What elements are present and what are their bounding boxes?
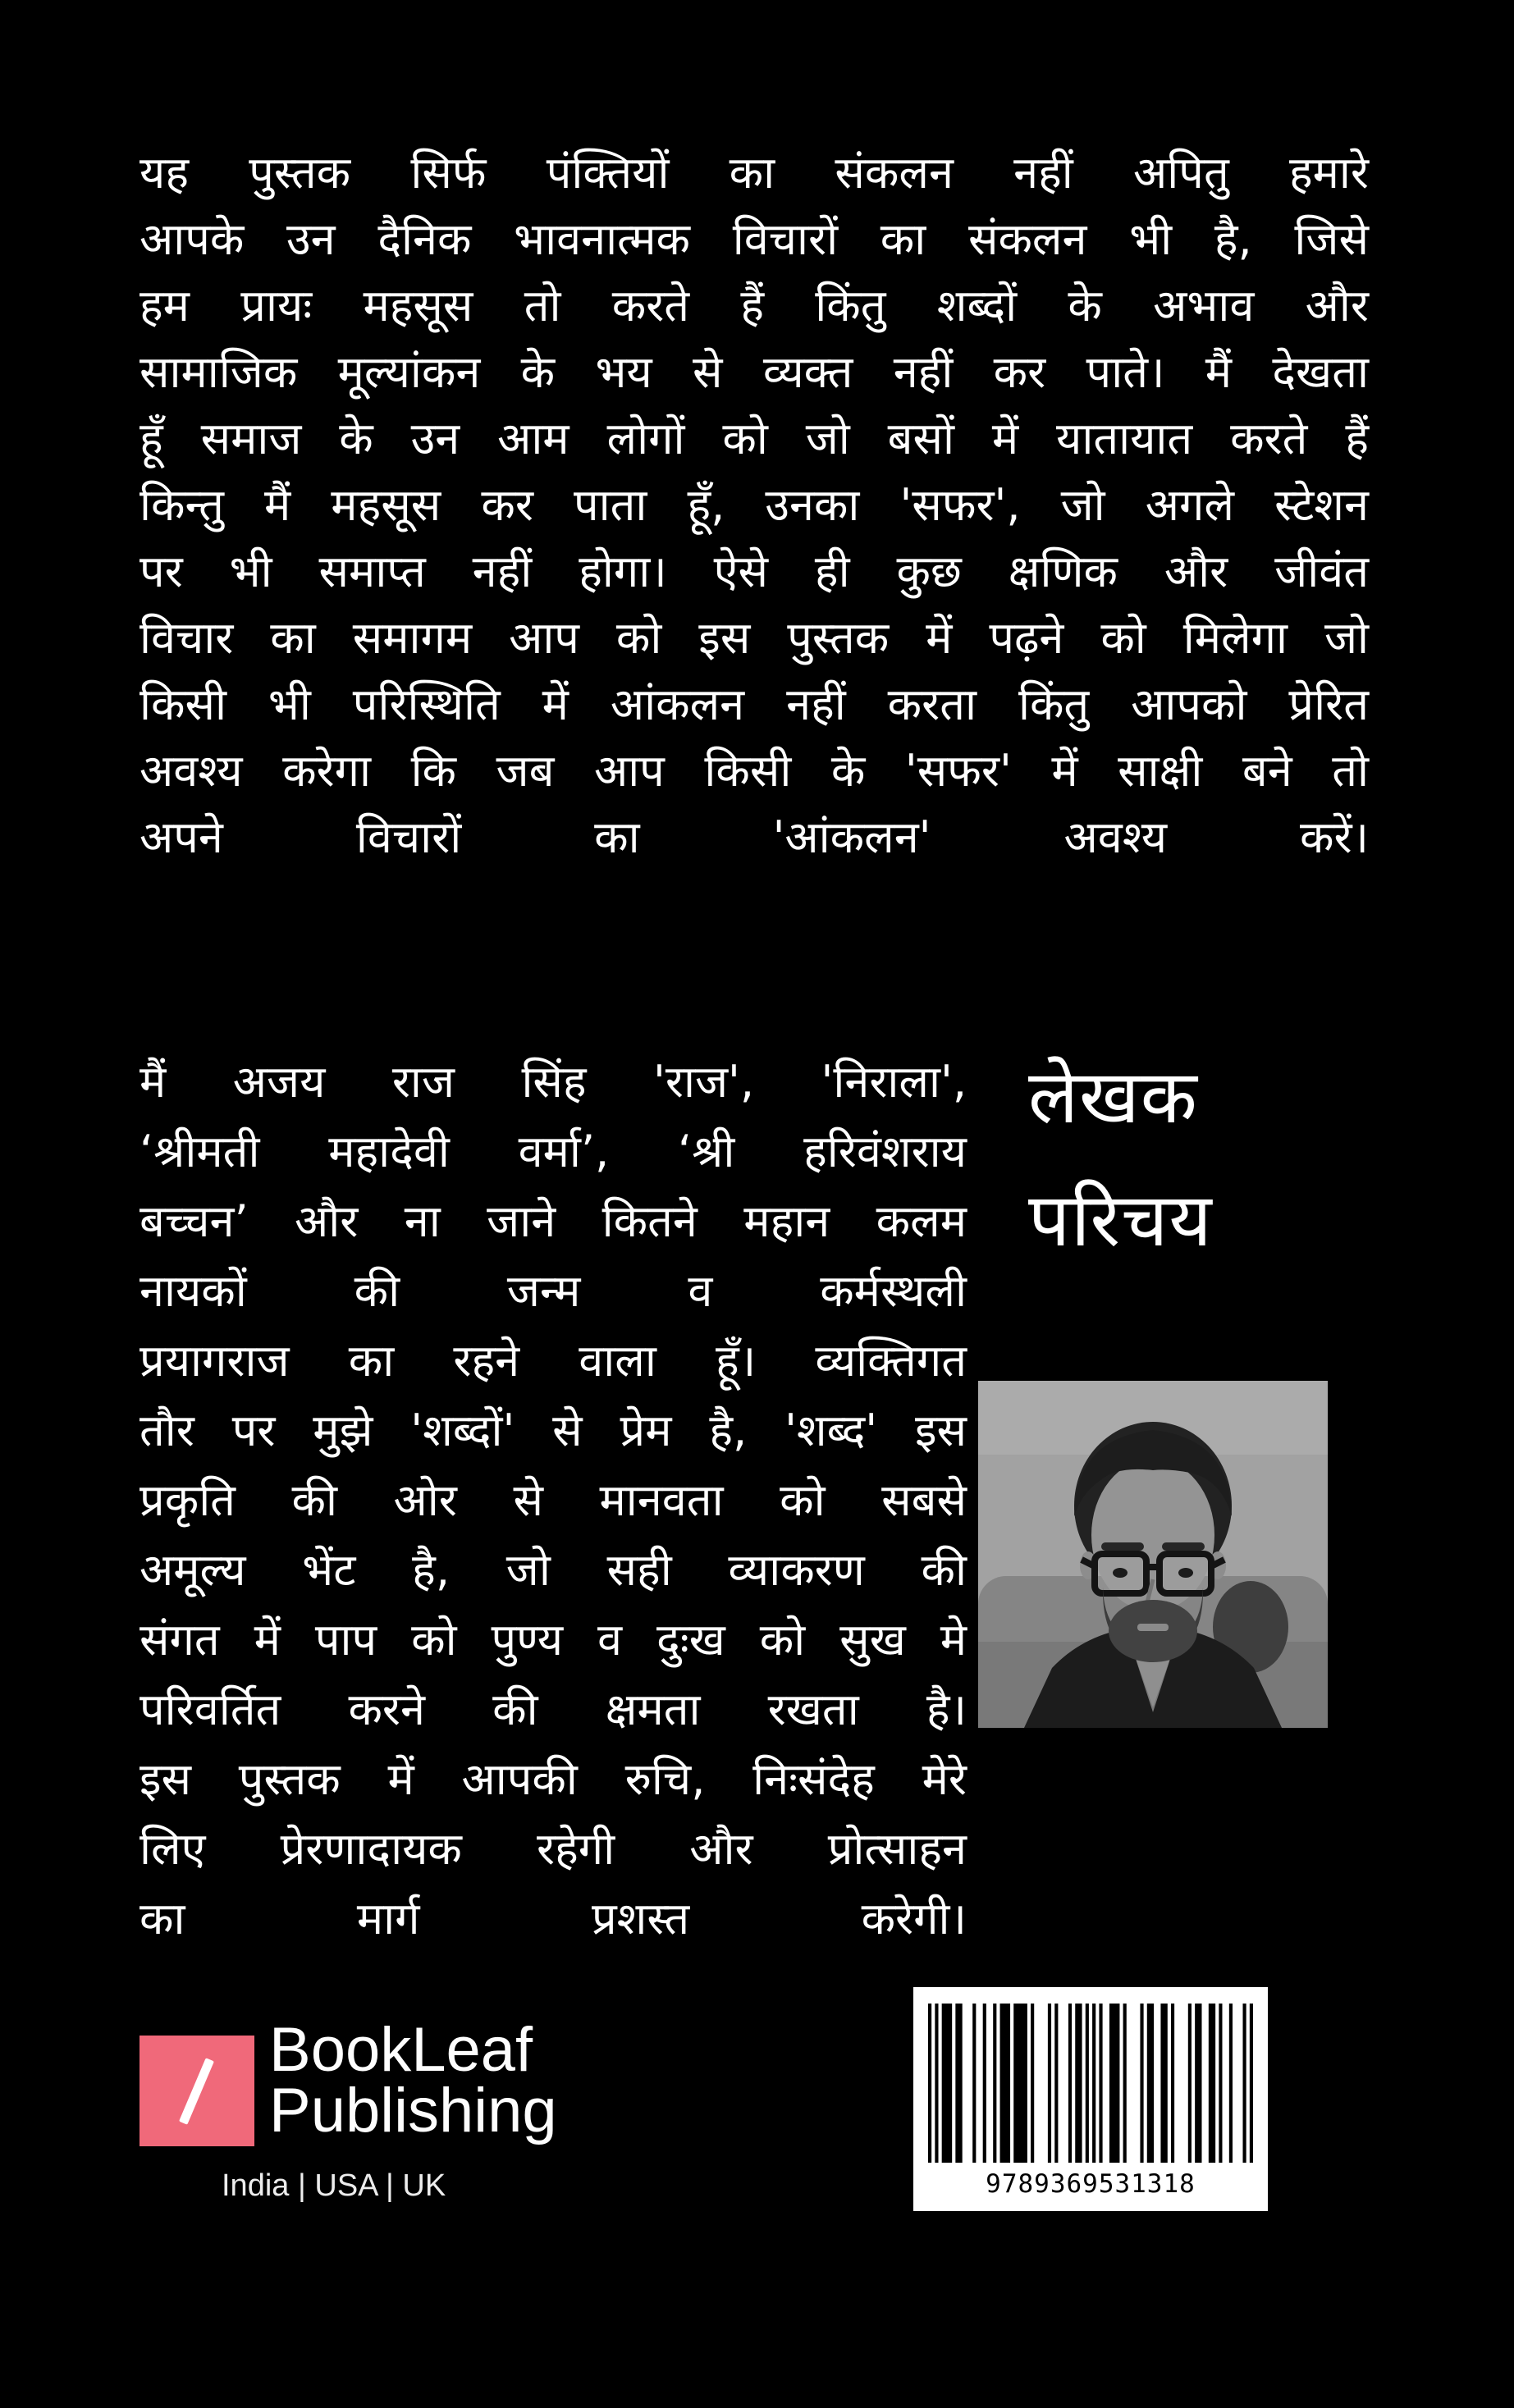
publisher-name — [269, 2015, 557, 2145]
synopsis-line: अवश्य करेगा कि जब आप किसी के 'सफर' में साक्षी बने तो — [140, 745, 1369, 797]
isbn-barcode — [913, 1987, 1268, 2211]
author-bio-line: ‘श्रीमती महादेवी वर्मा’, ‘श्री हरिवंशराय — [140, 1126, 967, 1177]
synopsis-line: अपने विचारों का 'आंकलन' अवश्य करें। — [140, 811, 1369, 863]
synopsis-line: हूँ समाज के उन आम लोगों को जो बसों में यातायात करते हैं — [140, 413, 1369, 464]
publisher-name-line-1: BookLeaf — [269, 2015, 533, 2085]
author-bio-line: तौर पर मुझे 'शब्दों' से प्रेम है, 'शब्द' इस — [140, 1405, 967, 1456]
slash-icon — [179, 2058, 214, 2125]
author-bio-line: परिवर्तित करने की क्षमता रखता है। — [140, 1684, 967, 1735]
isbn-number: 9789369531318 — [986, 2169, 1196, 2199]
synopsis-line: किन्तु मैं महसूस कर पाता हूँ, उनका 'सफर', जो अगले स्टेशन — [140, 479, 1369, 531]
author-bio-line: का मार्ग प्रशस्त करेगी। — [140, 1893, 967, 1944]
synopsis-line: पर भी समाप्त नहीं होगा। ऐसे ही कुछ क्षणिक और जीवंत — [140, 546, 1369, 597]
author-photo — [978, 1381, 1328, 1728]
author-bio-line: प्रयागराज का रहने वाला हूँ। व्यक्तिगत — [140, 1335, 967, 1387]
author-bio-line: संगत में पाप को पुण्य व दुःख को सुख मे — [140, 1614, 967, 1665]
synopsis-line: किसी भी परिस्थिति में आंकलन नहीं करता किंतु आपको प्रेरित — [140, 679, 1369, 730]
synopsis-line: हम प्रायः महसूस तो करते हैं किंतु शब्दों के अभाव और — [140, 280, 1369, 331]
barcode-bars — [928, 2004, 1253, 2163]
author-heading-word-2: परिचय — [1028, 1177, 1213, 1263]
author-bio-line: इस पुस्तक में आपकी रुचि, निःसंदेह मेरे — [140, 1753, 967, 1805]
author-heading-word-1: लेखक — [1028, 1054, 1198, 1140]
synopsis-line: यह पुस्तक सिर्फ पंक्तियों का संकलन नहीं अपितु हमारे — [140, 147, 1369, 199]
synopsis-line: सामाजिक मूल्यांकन के भय से व्यक्त नहीं कर पाते। मैं देखता — [140, 346, 1369, 398]
author-bio-line: अमूल्य भेंट है, जो सही व्याकरण की — [140, 1544, 967, 1596]
author-bio-paragraph — [140, 1047, 967, 1953]
author-bio-line: प्रकृति की ओर से मानवता को सबसे — [140, 1474, 967, 1526]
publisher-logo-mark — [140, 2036, 254, 2146]
synopsis-paragraph — [140, 139, 1369, 870]
synopsis-line: आपके उन दैनिक भावनात्मक विचारों का संकलन भी है, जिसे — [140, 213, 1369, 265]
author-bio-line: लिए प्रेरणादायक रहेगी और प्रोत्साहन — [140, 1823, 967, 1875]
author-section-heading — [1028, 1036, 1213, 1282]
publisher-regions: India | USA | UK — [222, 2168, 446, 2203]
author-bio-line: नायकों की जन्म व कर्मस्थली — [140, 1265, 967, 1317]
synopsis-line: विचार का समागम आप को इस पुस्तक में पढ़ने को मिलेगा जो — [140, 612, 1369, 664]
author-bio-line: बच्चन’ और ना जाने कितने महान कलम — [140, 1195, 967, 1247]
author-bio-line: मैं अजय राज सिंह 'राज', 'निराला', — [140, 1056, 967, 1108]
publisher-name-line-2: Publishing — [269, 2076, 557, 2145]
author-portrait-illustration — [978, 1381, 1328, 1728]
